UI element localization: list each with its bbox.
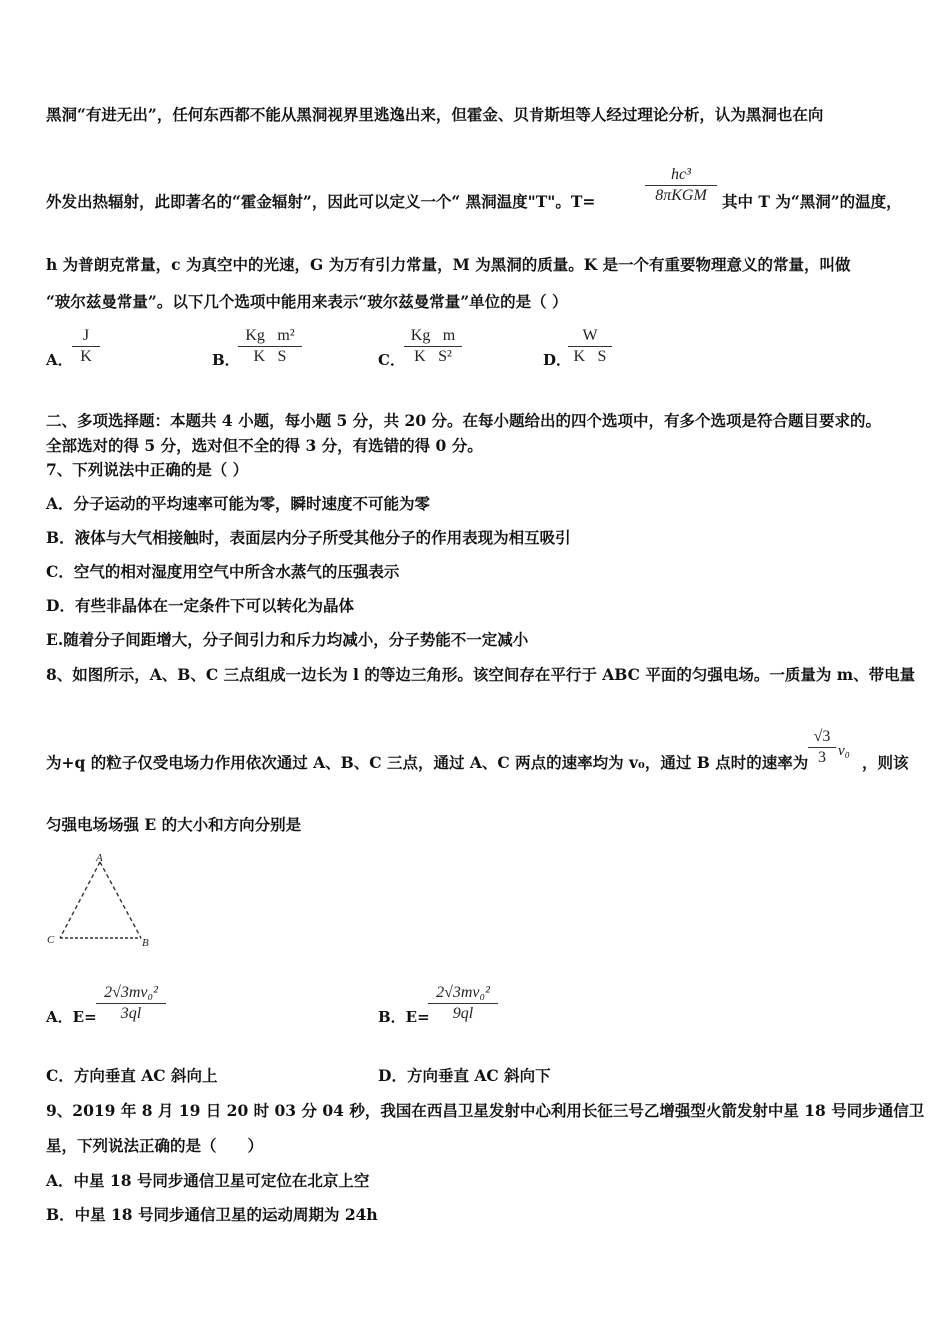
q8-line-1: 8、如图所示，A、B、C 三点组成一边长为 l 的等边三角形。该空间存在平行于 ABC 平面的匀强电场。一质量为 m、带电量 <box>46 665 916 684</box>
q8-option-a-den: 3ql <box>120 1005 142 1022</box>
formula-numerator: hc³ <box>671 166 691 183</box>
option-d-label: D． <box>543 351 572 369</box>
q8-option-b-num: 2√3mv₀² <box>436 984 490 1001</box>
hawking-temperature-formula <box>645 165 717 206</box>
speed-symbol: v₀ <box>838 743 850 759</box>
q8-option-a-num: 2√3mv₀² <box>104 984 158 1001</box>
q7-stem: 7、下列说法中正确的是（ ） <box>46 460 249 479</box>
option-c-den: K⃞S² <box>414 348 452 365</box>
option-d-num: W <box>582 327 598 344</box>
q7-option-a: A．分子运动的平均速率可能为零，瞬时速度不可能为零 <box>46 494 431 513</box>
side-ac <box>60 862 100 938</box>
section-2-heading-line-1: 二、多项选择题：本题共 4 小题，每小题 5 分，共 20 分。在每小题给出的四个选项中，有多个选项是符合题目要求的。 <box>46 411 882 430</box>
option-b-label: B． <box>212 351 240 369</box>
option-b-den: K⃞S <box>253 348 287 365</box>
p1-line-2b: 其中 T 为“黑洞”的温度， <box>722 192 902 211</box>
option-a-label: A． <box>46 351 73 369</box>
section-2-heading-line-2: 全部选对的得 5 分，选对但不全的得 3 分，有选错的得 0 分。 <box>46 436 483 455</box>
speed-ratio-fraction <box>808 727 836 768</box>
q8-line-2a: 为+q 的粒子仅受电场力作用依次通过 A、B、C 三点，通过 A、C 两点的速率均为 v₀，通过 B 点时的速率为 <box>46 753 809 772</box>
vertex-b-label: B <box>142 937 149 949</box>
option-a-fraction <box>72 326 100 367</box>
option-b-fraction <box>238 326 302 367</box>
triangle-figure <box>44 848 164 950</box>
option-c-num: Kg⃞m <box>410 327 456 344</box>
option-c-label: C． <box>378 351 405 369</box>
option-a-num: J <box>82 327 90 344</box>
q8-line-2b: ，则该 <box>862 753 909 772</box>
q7-option-d: D．有些非晶体在一定条件下可以转化为晶体 <box>46 596 354 615</box>
option-d-fraction <box>568 326 612 367</box>
p1-line-3: h 为普朗克常量，c 为真空中的光速，G 为万有引力常量，M 为黑洞的质量。K 是一个有重要物理意义的常量，叫做 <box>46 255 851 274</box>
q8-option-d: D．方向垂直 AC 斜向下 <box>378 1066 551 1085</box>
option-c-fraction <box>404 326 462 367</box>
q8-line-3: 匀强电场场强 E 的大小和方向分别是 <box>46 815 302 834</box>
q8-option-a-fraction <box>96 983 166 1024</box>
side-ab <box>100 862 141 938</box>
q7-option-c: C．空气的相对湿度用空气中所含水蒸气的压强表示 <box>46 562 400 581</box>
q8-option-c: C．方向垂直 AC 斜向上 <box>46 1066 218 1085</box>
q7-option-b: B．液体与大气相接触时，表面层内分子所受其他分子的作用表现为相互吸引 <box>46 528 571 547</box>
q9-line-1: 9、2019 年 8 月 19 日 20 时 03 分 04 秒，我国在西昌卫星发射中心利用长征三号乙增强型火箭发射中星 18 号同步通信卫 <box>46 1101 925 1120</box>
speed-ratio-den: 3 <box>818 749 826 766</box>
option-a-den: K <box>80 348 92 365</box>
q8-option-b-fraction <box>428 983 498 1024</box>
q7-option-e: E.随着分子间距增大，分子间引力和斥力均减小，分子势能不一定减小 <box>46 630 529 649</box>
vertex-c-label: C <box>47 934 55 946</box>
speed-ratio-num: √3 <box>813 728 831 745</box>
p1-line-1: 黑洞“有进无出”，任何东西都不能从黑洞视界里逃逸出来，但霍金、贝肯斯坦等人经过理论分析，认为黑洞也在向 <box>46 105 824 124</box>
q8-option-a-label: A．E= <box>46 1008 97 1026</box>
option-b-num: Kg⃞m² <box>245 327 295 344</box>
p1-line-4: “玻尔兹曼常量”。以下几个选项中能用来表示“玻尔兹曼常量”单位的是（ ） <box>46 292 568 311</box>
q8-option-b-den: 9ql <box>452 1005 474 1022</box>
option-d-den: K⃞S <box>573 348 607 365</box>
q9-line-2: 星，下列说法正确的是（ ） <box>46 1136 264 1155</box>
q9-option-b: B．中星 18 号同步通信卫星的运动周期为 24h <box>46 1205 378 1224</box>
p1-line-2a: 外发出热辐射，此即著名的“霍金辐射”，因此可以定义一个“ 黑洞温度"T"。T= <box>46 192 596 211</box>
formula-denominator: 8πKGM <box>655 187 707 204</box>
q9-option-a: A．中星 18 号同步通信卫星可定位在北京上空 <box>46 1171 370 1190</box>
vertex-a-label: A <box>96 852 103 864</box>
q8-option-b-label: B．E= <box>378 1008 430 1026</box>
